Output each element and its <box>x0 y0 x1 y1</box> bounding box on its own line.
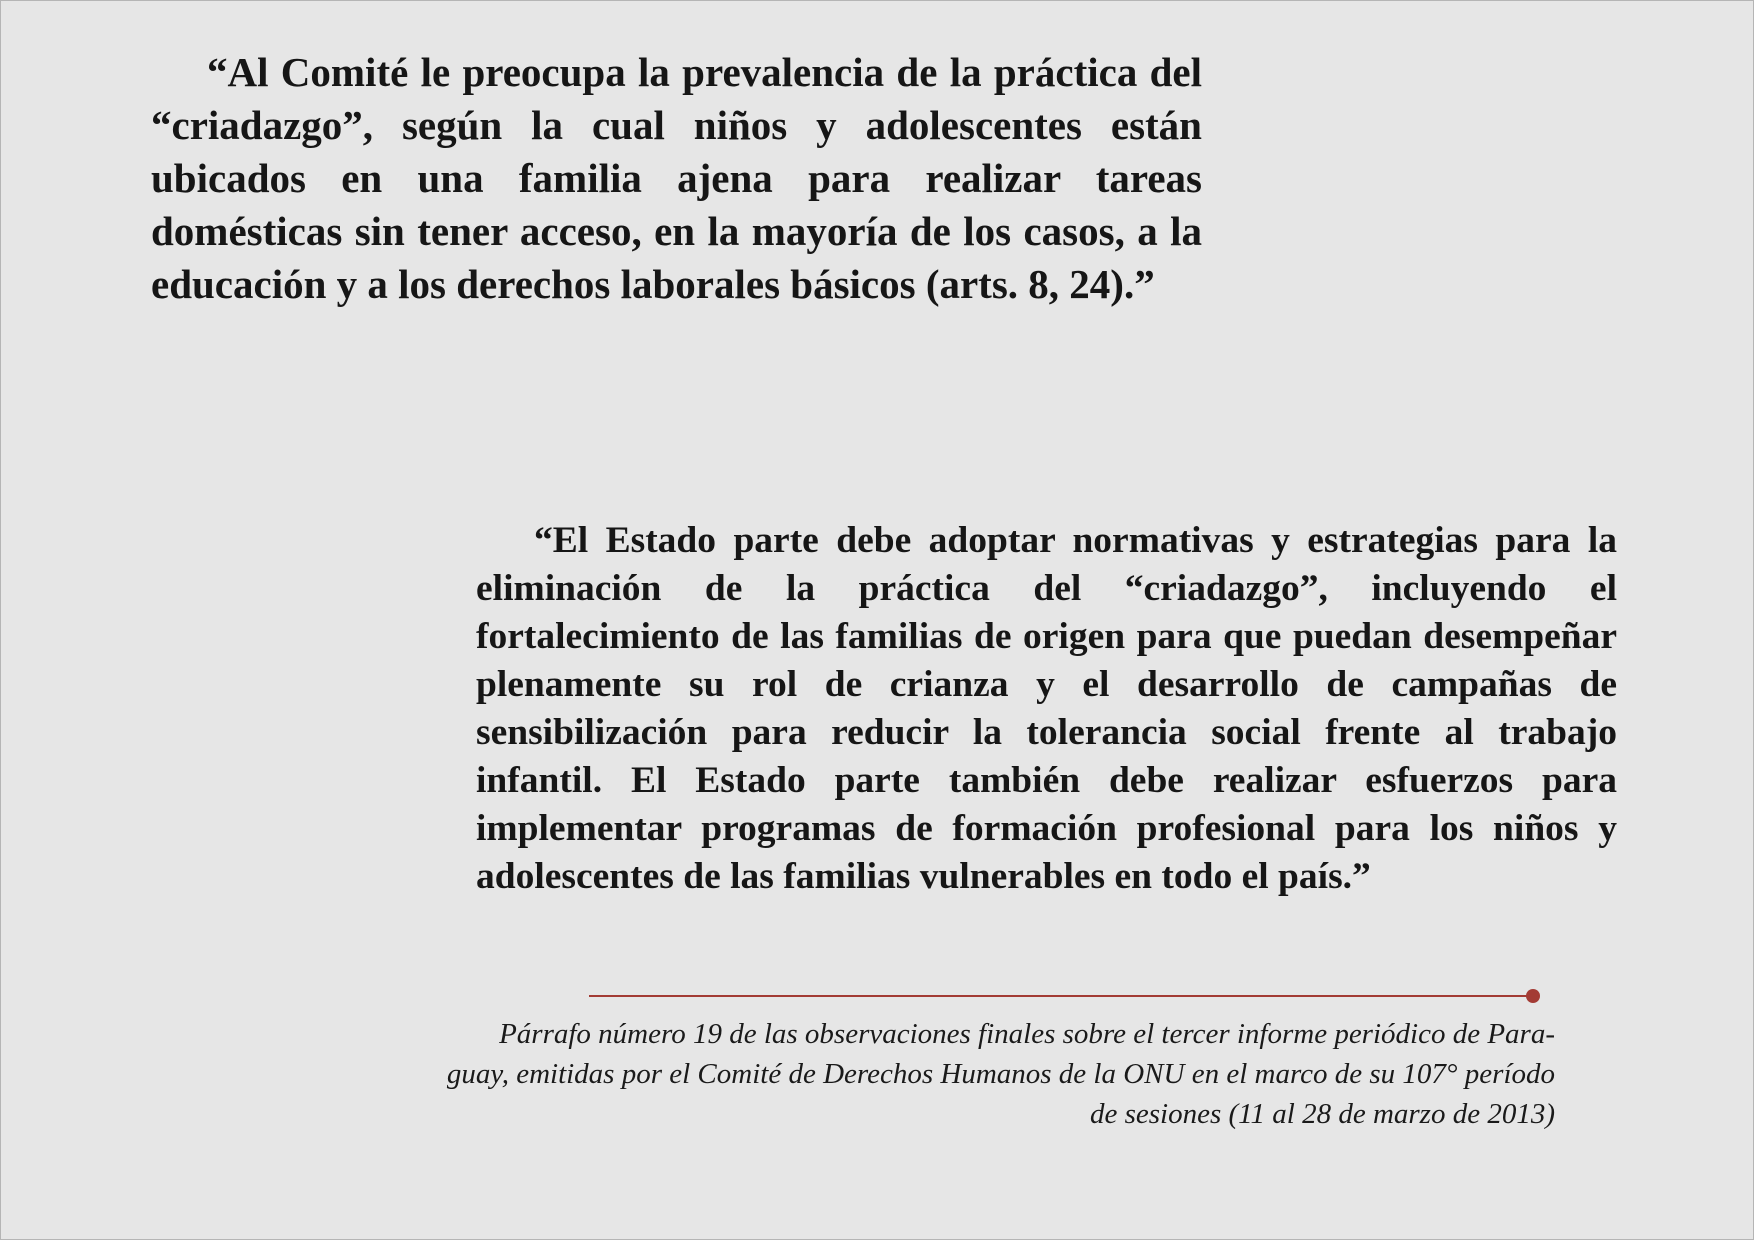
source-divider-dot <box>1526 989 1540 1003</box>
source-citation-line-1: Párrafo número 19 de las observaciones finales sobre el tercer informe periódico de Para- <box>499 1018 1555 1050</box>
quote-first: “Al Comité le preocupa la prevalencia de la práctica del “criadazgo”, según la cual niños y adolescentes están ubicados en una familia ajena para realizar tareas domésticas sin tener acceso, en la mayoría de los casos, a la educación y a los derechos laborales básicos (arts. 8, 24).” <box>151 49 1202 307</box>
quote-second: “El Estado parte debe adoptar normativas y estrategias para la eliminación de la práctica del “criadazgo”, incluyendo el fortalecimiento de las familias de origen para que puedan desempeñar plenamente su rol de crianza y el desarrollo de campañas de sensibilización para reducir la tolerancia social frente al trabajo infantil. El Estado parte también debe realizar esfuerzos para implementar programas de formación profesional para los niños y adolescentes de las familias vulnerables en todo el país.” <box>476 520 1617 897</box>
source-divider-line <box>589 995 1533 997</box>
source-citation-line-3: de sesiones (11 al 28 de marzo de 2013) <box>1089 1098 1555 1130</box>
source-citation <box>245 1014 1555 1134</box>
source-citation-line-2: guay, emitidas por el Comité de Derechos Humanos de la ONU en el marco de su 107° período <box>446 1058 1555 1090</box>
